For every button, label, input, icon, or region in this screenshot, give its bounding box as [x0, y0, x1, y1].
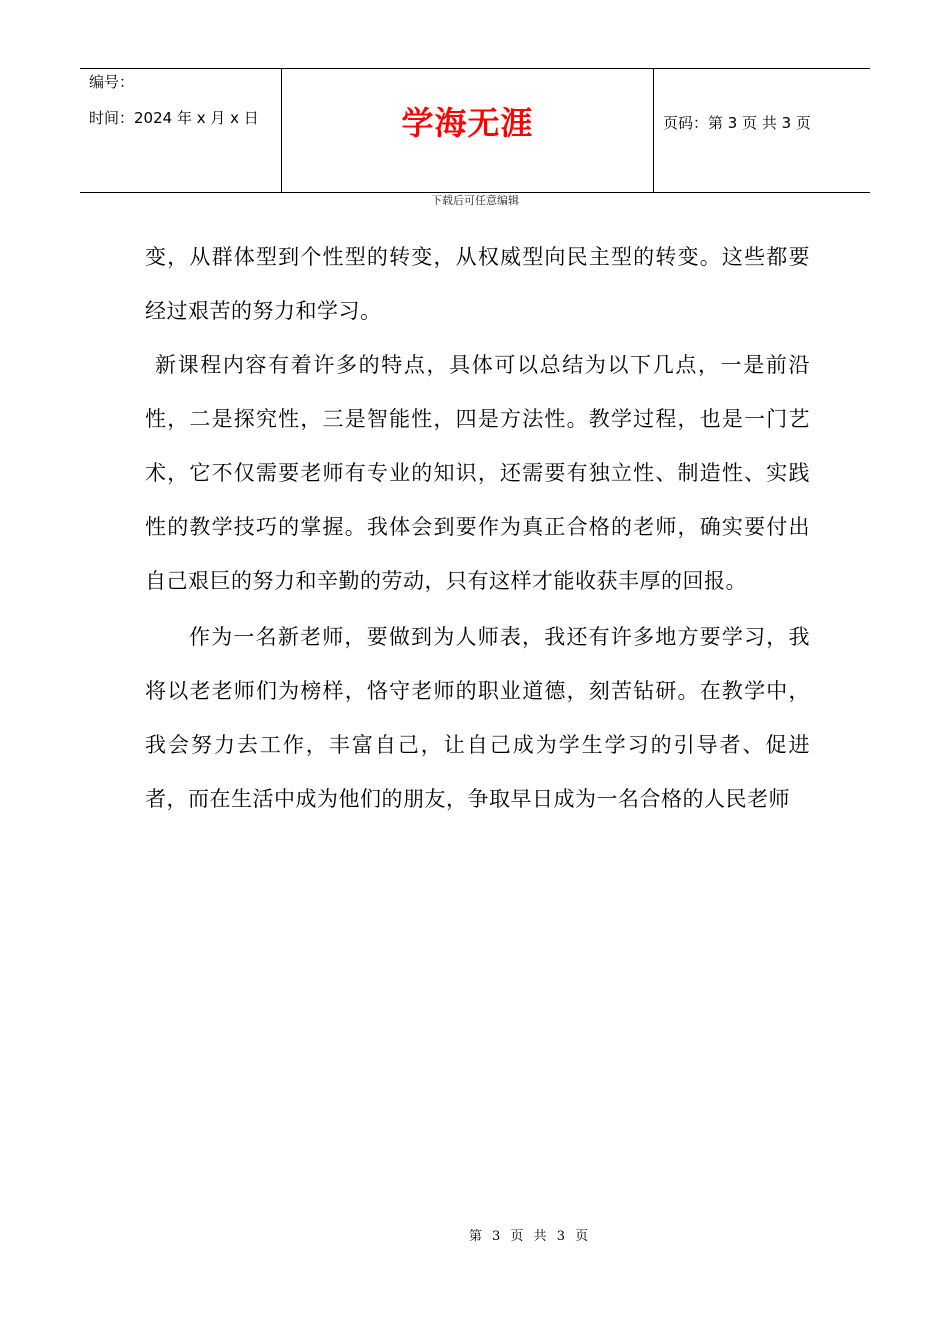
header-center-cell [281, 69, 654, 192]
brand-title: 学海无涯 [401, 104, 534, 142]
paragraph: 新课程内容有着许多的特点，具体可以总结为以下几点，一是前沿性，二是探究性，三是智能性，四是方法性。教学过程，也是一门艺术，它不仅需要老师有专业的知识，还需要有独立性、制造性、实践性的教学技巧的掌握。我体会到要作为真正合格的老师，确实要付出自己艰巨的努力和辛勤的劳动，只有这样才能收获丰厚的回报。 [145, 353, 810, 593]
document-header [80, 68, 870, 193]
editable-note: 下载后可任意编辑 [431, 194, 519, 207]
body-text [145, 230, 810, 826]
paragraph: 变，从群体型到个性型的转变，从权威型向民主型的转变。这些都要经过艰苦的努力和学习。 [145, 245, 810, 323]
page-info: 页码：第 3 页 共 3 页 [663, 114, 811, 132]
header-left-cell [80, 69, 281, 192]
paragraph: 作为一名新老师，要做到为人师表，我还有许多地方要学习，我将以老老师们为榜样，恪守老师的职业道德，刻苦钻研。在教学中，我会努力去工作，丰富自己，让自己成为学生学习的引导者、促进者，而在生活中成为他们的朋友，争取早日成为一名合格的人民老师 [145, 625, 810, 811]
page-footer: 第 3 页 共 3 页 [468, 1229, 592, 1244]
serial-label: 编号： [89, 73, 135, 91]
header-right-cell [654, 69, 870, 192]
date-text: 时间：2024 年 x 月 x 日 [89, 109, 259, 127]
